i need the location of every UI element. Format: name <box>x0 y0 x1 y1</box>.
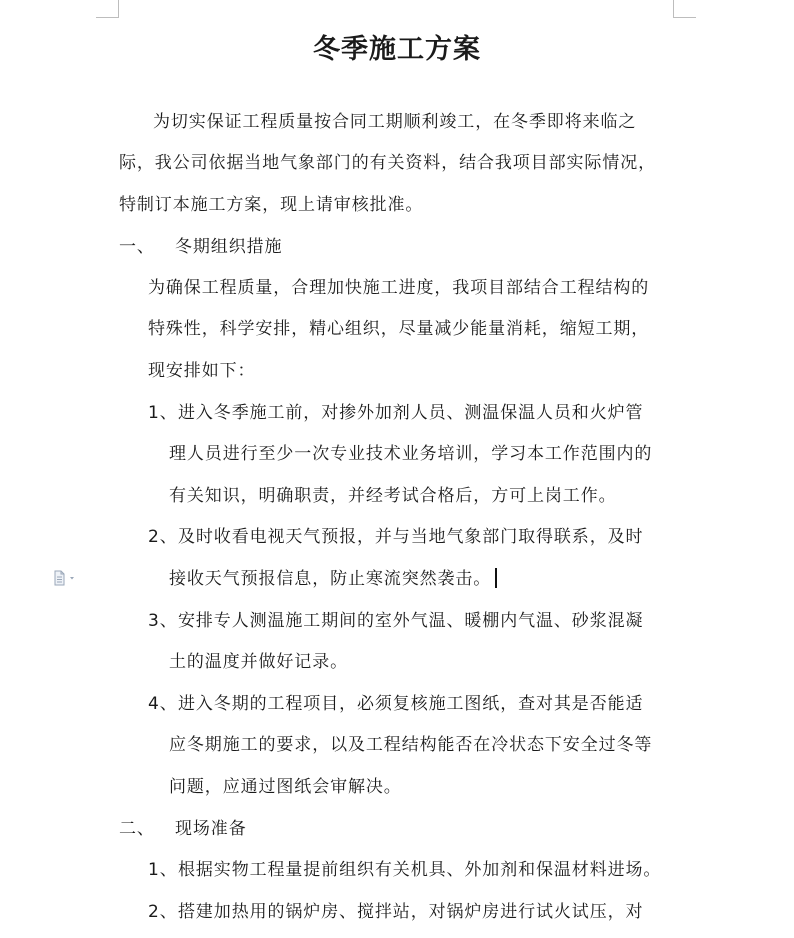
list-item <box>148 858 661 882</box>
list-item-line: 土的温度并做好记录。 <box>169 652 348 672</box>
paragraph-line: 为确保工程质量，合理加快施工进度，我项目部结合工程结构的 <box>148 278 650 298</box>
paragraph-line: 现安排如下： <box>148 361 256 381</box>
list-item-text: 进入冬季施工前，对掺外加剂人员、测温保温人员和火炉管 <box>178 403 644 423</box>
section-heading-text: 冬期组织措施 <box>175 237 283 257</box>
list-item-number: 2、 <box>148 902 178 922</box>
list-item-number: 1、 <box>148 860 178 880</box>
text-cursor <box>495 568 497 588</box>
list-item-number: 1、 <box>148 403 178 423</box>
list-item-text: 进入冬期的工程项目，必须复核施工图纸，查对其是否能适 <box>178 694 644 714</box>
intro-line: 际，我公司依据当地气象部门的有关资料，结合我项目部实际情况， <box>119 153 656 173</box>
crop-mark-top-right <box>673 0 674 18</box>
section-number: 一、 <box>119 237 155 257</box>
list-item-number: 4、 <box>148 694 178 714</box>
list-item-text: 安排专人测温施工期间的室外气温、暖棚内气温、砂浆混凝 <box>178 611 644 631</box>
list-item-text: 搭建加热用的锅炉房、搅拌站，对锅炉房进行试火试压，对 <box>178 902 644 922</box>
list-item-line: 理人员进行至少一次专业技术业务培训，学习本工作范围内的 <box>169 444 653 464</box>
list-item <box>148 900 643 924</box>
intro-line: 特制订本施工方案，现上请审核批准。 <box>119 195 424 215</box>
document-title: 冬季施工方案 <box>313 34 481 65</box>
list-item-number: 3、 <box>148 611 178 631</box>
paragraph-line: 特殊性，科学安排，精心组织，尽量减少能量消耗，缩短工期， <box>148 319 650 339</box>
list-item <box>148 692 643 716</box>
list-item-number: 2、 <box>148 527 178 547</box>
section-heading <box>119 235 282 259</box>
list-item <box>148 525 643 549</box>
list-item-text: 根据实物工程量提前组织有关机具、外加剂和保温材料进场。 <box>178 860 662 880</box>
section-heading <box>119 817 247 841</box>
section-number: 二、 <box>119 819 155 839</box>
list-item-line <box>169 567 497 591</box>
crop-mark-top-left <box>118 0 119 18</box>
list-item <box>148 609 643 633</box>
crop-mark-top-left <box>96 17 119 18</box>
document-menu-icon[interactable] <box>53 570 81 586</box>
list-item-line-text: 接收天气预报信息，防止寒流突然袭击。 <box>169 569 492 589</box>
list-item-line: 有关知识，明确职责，并经考试合格后，方可上岗工作。 <box>169 486 617 506</box>
list-item-line: 应冬期施工的要求，以及工程结构能否在冷状态下安全过冬等 <box>169 735 653 755</box>
list-item-text: 及时收看电视天气预报，并与当地气象部门取得联系，及时 <box>178 527 644 547</box>
list-item <box>148 401 643 425</box>
section-heading-text: 现场准备 <box>175 819 247 839</box>
crop-mark-top-right <box>673 17 696 18</box>
intro-line: 为切实保证工程质量按合同工期顺利竣工，在冬季即将来临之 <box>153 112 637 132</box>
list-item-line: 问题，应通过图纸会审解决。 <box>169 777 402 797</box>
